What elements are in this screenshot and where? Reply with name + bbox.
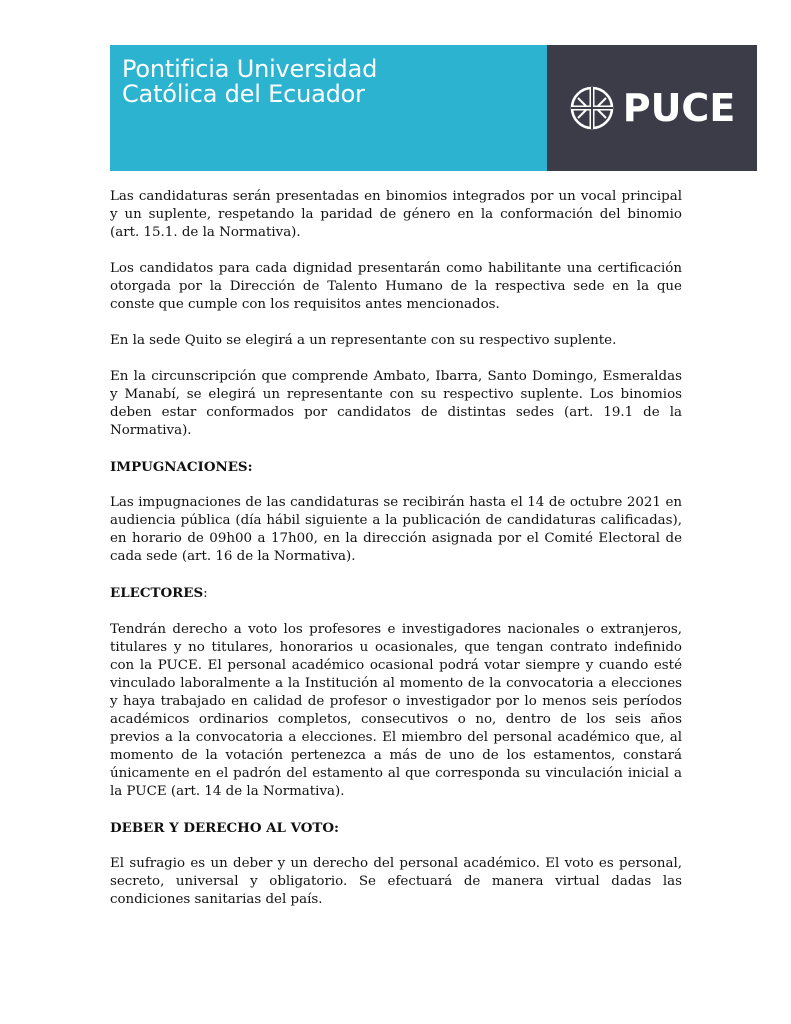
heading-electores [110, 584, 682, 603]
puce-logo [569, 85, 736, 131]
heading-electores-colon: : [203, 586, 208, 601]
paragraph-electores: Tendrán derecho a voto los profesores e investigadores nacionales o extranjeros, titulares y no titulares, honorarios u ocasionales, que tengan contrato indefinido con la PUCE. El personal académico ocasional podrá votar siempre y cuando esté vinculado laboralmente a la Institución al momento de la convocatoria a elecciones y haya trabajado en calidad de profesor o investigador por lo menos seis períodos académicos ordinarios completos, consecutivos o no, dentro de los seis años previos a la convocatoria a elecciones. El miembro del personal académico que, al momento de la votación pertenezca a más de uno de los estamentos, constará únicamente en el padrón del estamento al que corresponda su vinculación inicial a la PUCE (art. 14 de la Normativa). [110, 622, 682, 799]
university-name [122, 57, 377, 107]
paragraph-circunscripcion: En la circunscripción que comprende Ambato, Ibarra, Santo Domingo, Esmeraldas y Manabí, se elegirá un representante con su respectivo suplente. Los binomios deben estar conformados por candidatos de distintas sedes (art. 19.1 de la Normativa). [110, 369, 682, 438]
paragraph-certificacion: Los candidatos para cada dignidad presentarán como habilitante una certificación otorgada por la Dirección de Talento Humano de la respectiva sede en la que conste que cumple con los requisitos antes mencionados. [110, 261, 682, 312]
header-banner [110, 45, 757, 171]
heading-deber-derecho: DEBER Y DERECHO AL VOTO: [110, 820, 340, 836]
paragraph-binomios: Las candidaturas serán presentadas en binomios integrados por un vocal principal y un suplente, respetando la paridad de género en la conformación del binomio (art. 15.1. de la Normativa). [110, 189, 682, 240]
university-name-line2: Católica del Ecuador [122, 80, 365, 108]
university-name-line1: Pontificia Universidad [122, 55, 378, 83]
paragraph-sufragio: El sufragio es un deber y un derecho del personal académico. El voto es personal, secreto, universal y obligatorio. Se efectuará de manera virtual dadas las condiciones sanitarias del país. [110, 856, 682, 907]
puce-logo-text: PUCE [622, 86, 736, 130]
paragraph-impugnaciones: Las impugnaciones de las candidaturas se recibirán hasta el 14 de octubre 2021 en audiencia pública (día hábil siguiente a la publicación de candidaturas calificadas), en horario de 09h00 a 17h00, en la dirección asignada por el Comité Electoral de cada sede (art. 16 de la Normativa). [110, 495, 682, 564]
heading-electores-text: ELECTORES [110, 585, 204, 601]
puce-emblem-icon [569, 85, 615, 131]
banner-title-panel [110, 45, 547, 171]
heading-impugnaciones: IMPUGNACIONES: [110, 459, 253, 475]
banner-logo-panel [547, 45, 757, 171]
paragraph-sede-quito: En la sede Quito se elegirá a un representante con su respectivo suplente. [110, 333, 617, 348]
document-body [110, 188, 682, 927]
